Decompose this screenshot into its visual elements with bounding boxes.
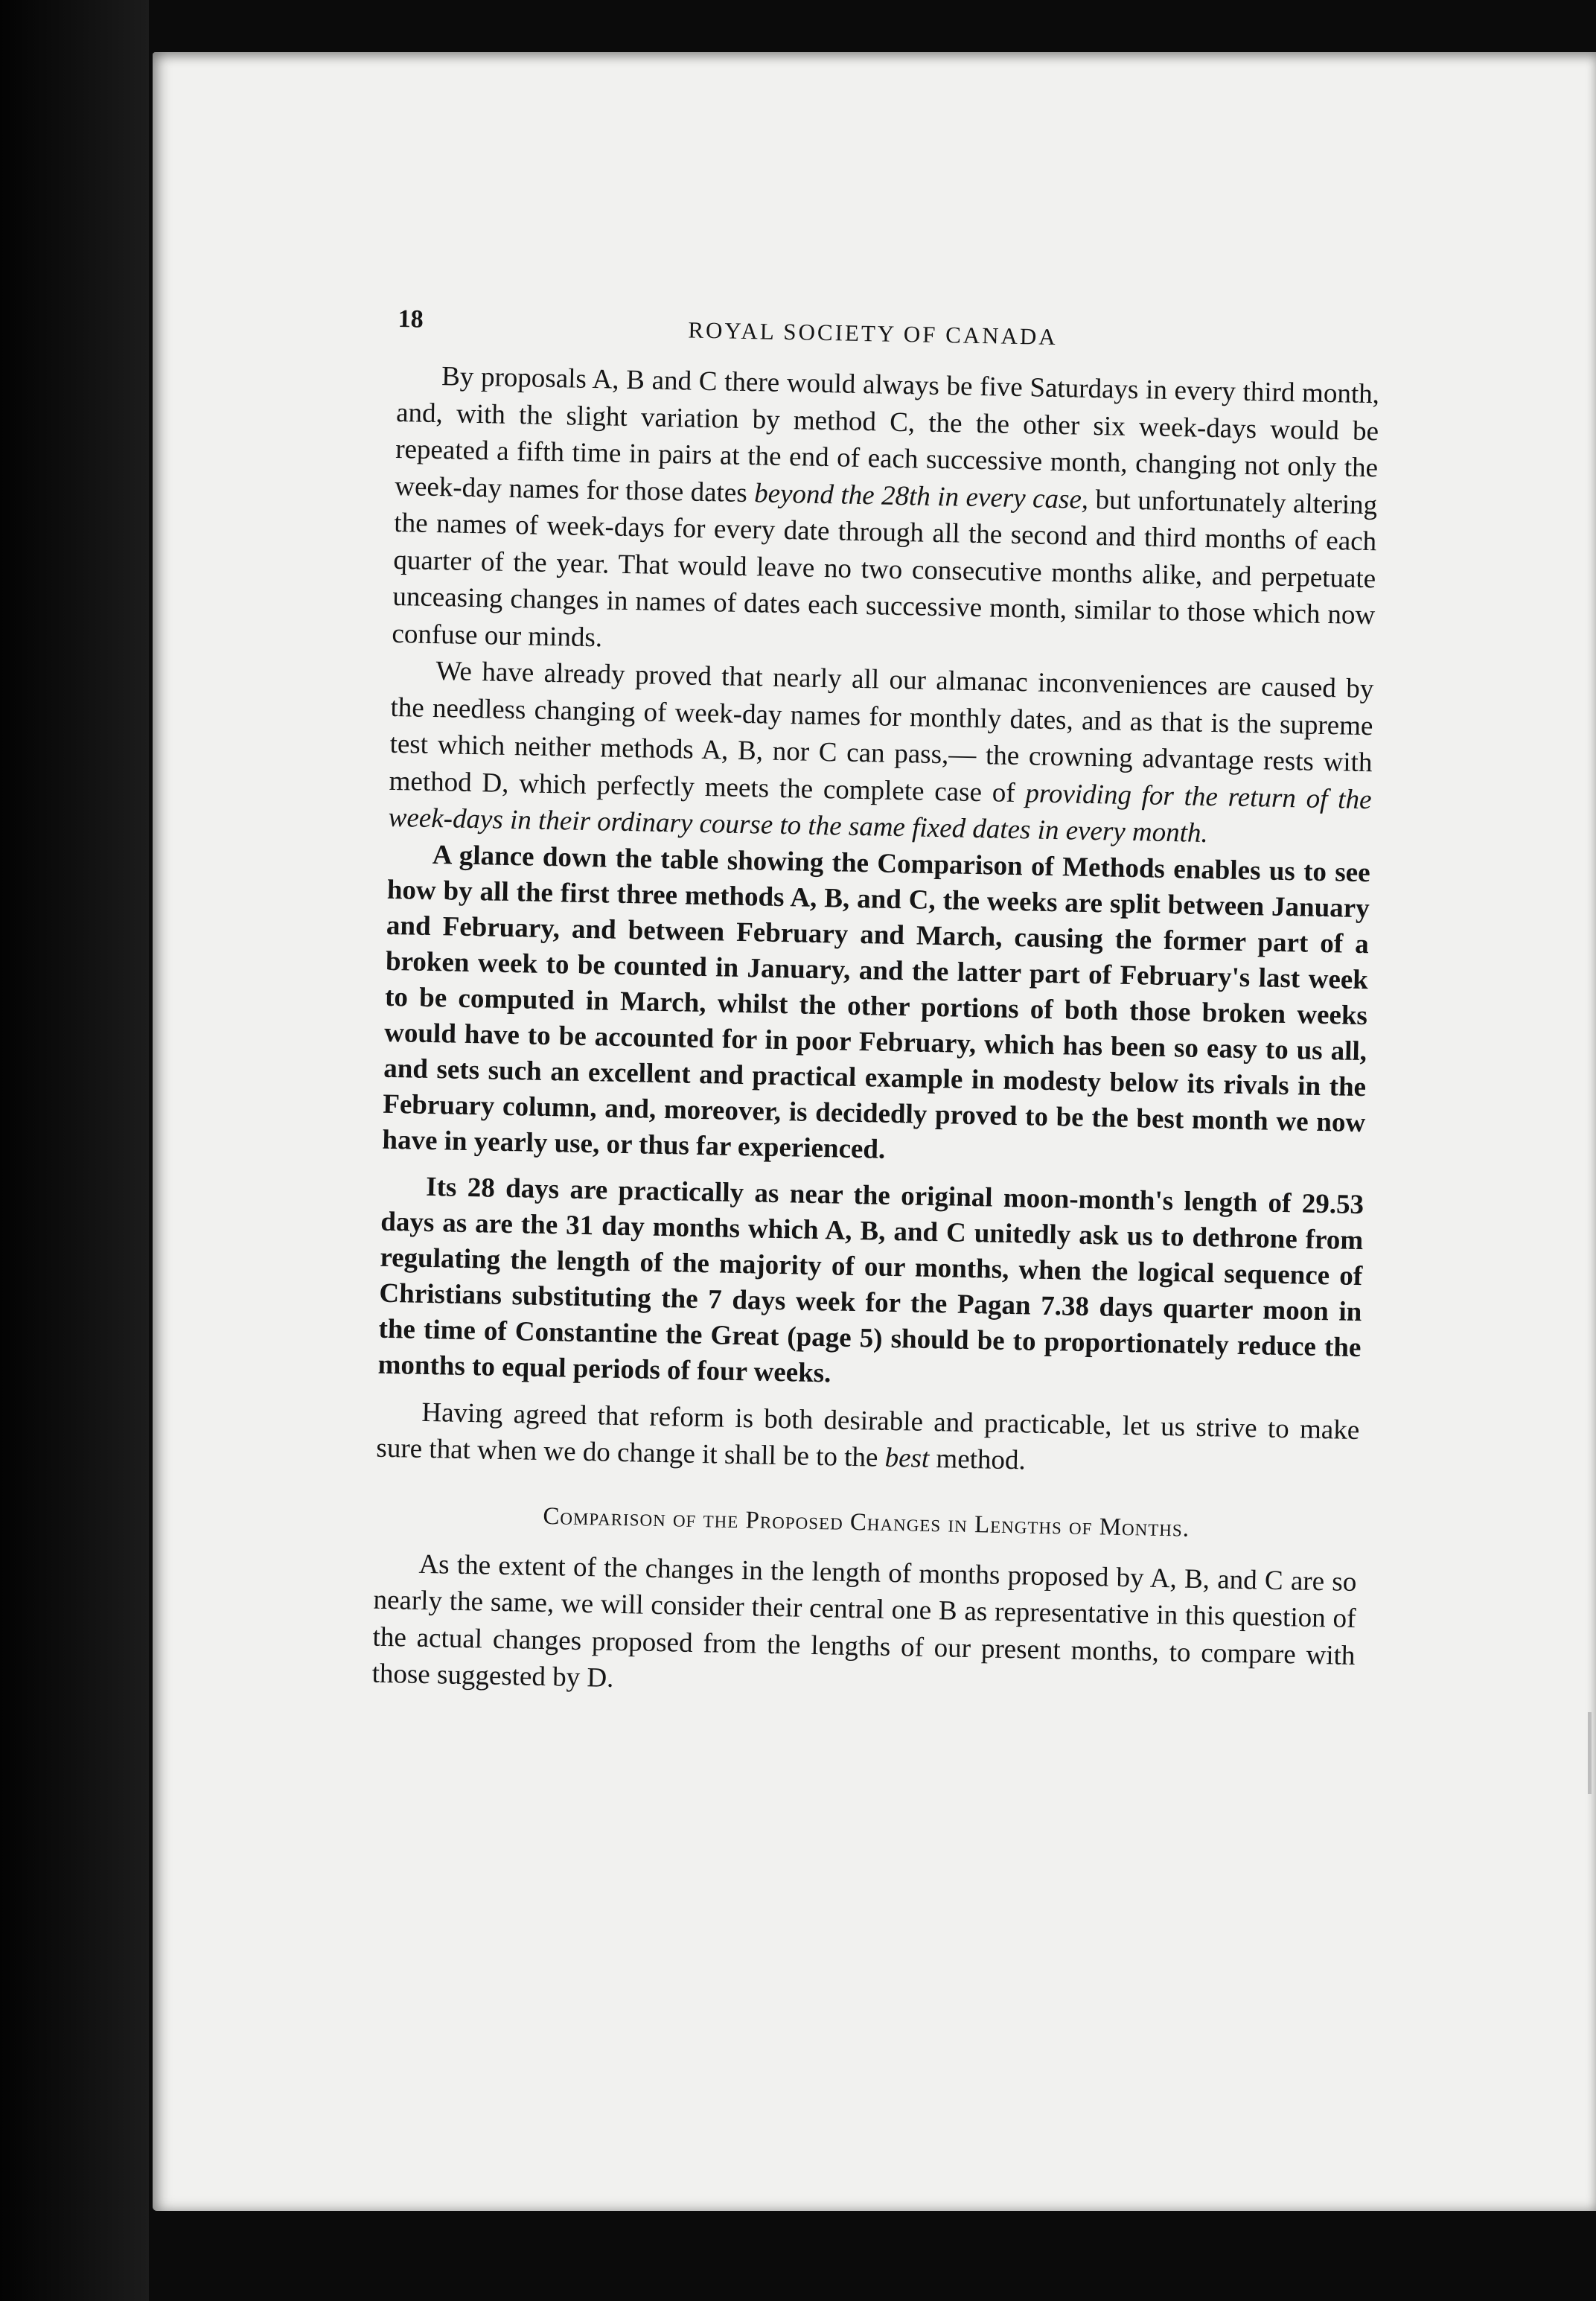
page-content [371, 305, 1381, 1711]
paragraph-glance: A glance down the table showing the Comparison of Methods enables us to see how by all the first three methods A, B, and C, the weeks are split between January and February, and between February and March, causing the former part of a broken week to be counted in January, and the latter part of February's last week to be computed in March, whilst the other portions of both those broken weeks would have to be accounted for in poor February, which has been so easy to us all, and sets such an excellent and practical example in modesty below its rivals in the February column, and, moreover, is decidedly proved to be the best month we now have in yearly use, or thus far experienced. [382, 839, 1371, 1165]
paragraph-italic: providing for the return of the week-days in their ordinary course to the same fixed dates in every month. [388, 777, 1372, 849]
paragraph-text: We have already proved that nearly all our almanac inconveniences are caused by the needless changing of week-day names for monthly dates, and as that is the supreme test which neither methods A, B, nor C can pass,— the crowning advantage rests with method D, which perfectly meets the complete case of [389, 656, 1374, 808]
paragraph-text: By proposals A, B and C there would always be five Saturdays in every third month, and, with the slight variation by method C, the the other six week-days would be repeated a fifth time in pairs at the end of each successive month, changing not only the week-day names for those dates [394, 361, 1380, 508]
paragraph-moon-month: Its 28 days are practically as near the original moon-month's length of 29.53 days as are the 31 day months which A, B, and C unitedly ask us to dethrone from regulating the length of the majority of our months, when the logical sequence of Christians substituting the 7 days week for the Pagan 7.38 days quarter moon in the time of Constantine the Great (page 5) should be to proportionately reduce the months to equal periods of four weeks. [377, 1171, 1364, 1388]
paragraph-italic: best [884, 1442, 930, 1474]
scan-border-left [0, 0, 149, 2301]
paragraph-text: method. [928, 1443, 1027, 1476]
paragraph-text: but unfortunately altering the names of week-days for every date through all the second and third months of each quarter of the year. That would leave no two consecutive months alike, and perpetuate unceasing changes in names of dates each successive month, similar to those which now confuse our minds. [392, 484, 1378, 653]
book-page [153, 52, 1596, 2211]
scan-artifact [1588, 1712, 1592, 1794]
paragraph-text: Having agreed that reform is both desirable and practicable, let us strive to make sure that when we do change it shall be to the [376, 1397, 1360, 1473]
page-number: 18 [398, 305, 424, 333]
paragraph-italic: beyond the 28th in every case, [753, 477, 1089, 515]
section-heading: Comparison of the Proposed Changes in Lengths of Months. [543, 1502, 1190, 1542]
journal-title: ROYAL SOCIETY OF CANADA [688, 316, 1059, 351]
paragraph-almanac [388, 652, 1374, 855]
paragraph-proposals [392, 357, 1379, 671]
paragraph-comparison: As the extent of the changes in the length of months proposed by A, B, and C are so nearly the same, we will consider their central one B as representative in this question of the actual changes proposed from the lengths of our present months, to compare with those suggested by D. [371, 1548, 1357, 1694]
